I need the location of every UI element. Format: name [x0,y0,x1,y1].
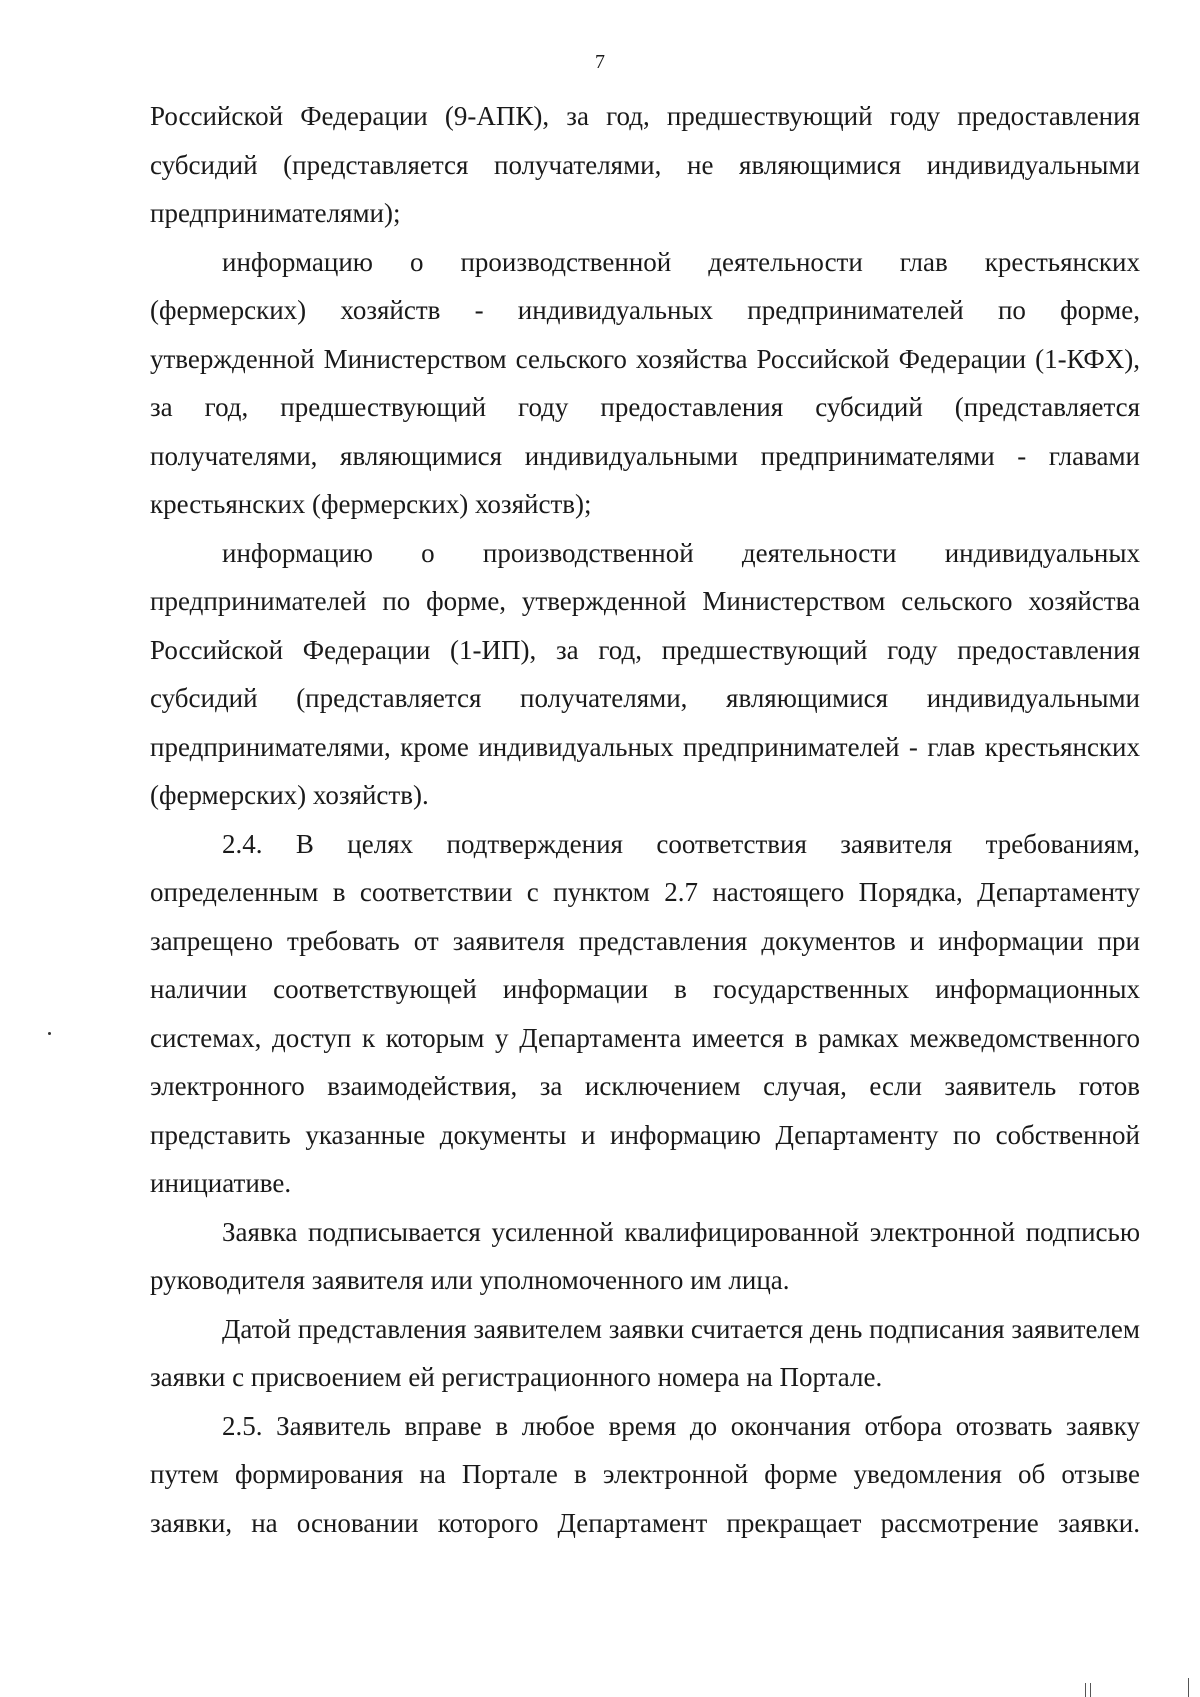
paragraph-ip-info: информацию о производственной деятельности индивидуальных предпринимателей по форме, утвержденной Министерством сельского хозяйства Российской Федерации (1-ИП), за год, предшествующий году предоставления субсидий (представляется получателями, являющимися индивидуальными предпринимателями, кроме индивидуальных предпринимателей - глав крестьянских (фермерских) хозяйств). [150,537,1140,810]
paragraph-submission-date: Датой представления заявителем заявки считается день подписания заявителем заявки с присвоением ей регистрационного номера на Портале. [150,1313,1140,1392]
paragraph-2-5: 2.5. Заявитель вправе в любое время до окончания отбора отозвать заявку путем формирования на Портале в электронной форме уведомления об отзыве заявки, на основании которого Департамент прекращает рассмотрение заявки. [150,1410,1140,1538]
document-body [150,92,1140,1547]
scan-edge-mark [1085,1683,1086,1697]
page-number: 7 [595,51,605,73]
paragraph-2-4: 2.4. В целях подтверждения соответствия заявителя требованиям, определенным в соответствии с пунктом 2.7 настоящего Порядка, Департаменту запрещено требовать от заявителя представления документов и информации при наличии соответствующей информации в государственных информационных системах, доступ к которым у Департамента имеется в рамках межведомственного электронного взаимодействия, за исключением случая, если заявитель готов представить указанные документы и информацию Департаменту по собственной инициативе. [150,828,1140,1198]
scan-speck [48,1032,51,1035]
paragraph-continuation: Российской Федерации (9-АПК), за год, предшествующий году предоставления субсидий (представляется получателями, не являющимися индивидуальными предпринимателями); [150,101,1140,228]
paragraph-kfh-info: информацию о производственной деятельности глав крестьянских (фермерских) хозяйств - индивидуальных предпринимателей по форме, утвержденной Министерством сельского хозяйства Российской Федерации (1-КФХ), за год, предшествующий году предоставления субсидий (представляется получателями, являющимися индивидуальными предпринимателями - главами крестьянских (фермерских) хозяйств); [150,246,1140,519]
scan-edge-mark [1188,1678,1189,1697]
paragraph-signature: Заявка подписывается усиленной квалифицированной электронной подписью руководителя заявителя или уполномоченного им лица. [150,1216,1140,1295]
scan-edge-mark [1090,1683,1091,1697]
